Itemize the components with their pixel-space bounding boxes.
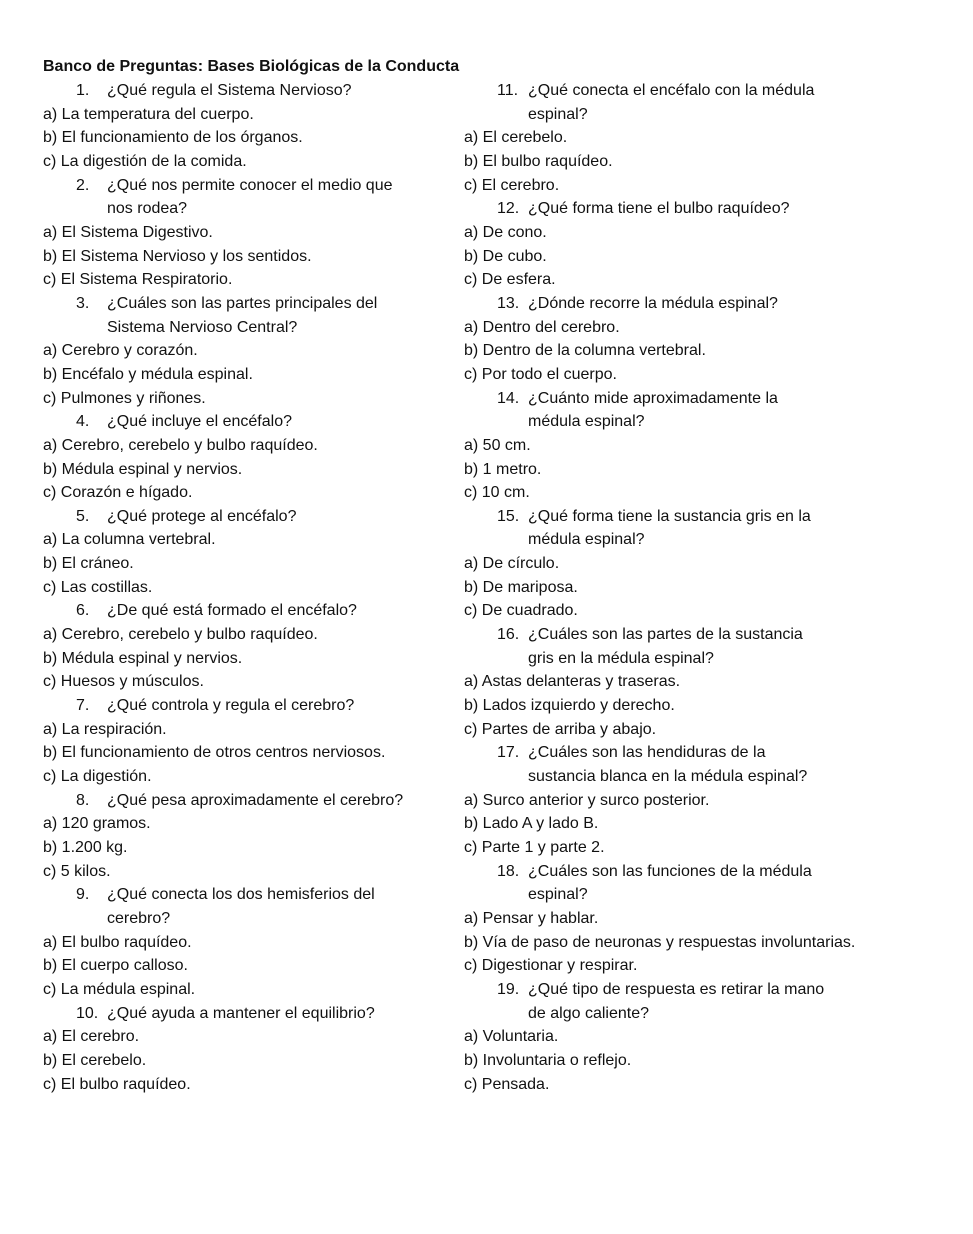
answer-option: c) Partes de arriba y abajo. — [464, 720, 657, 738]
question — [43, 789, 443, 813]
question — [464, 860, 864, 907]
answer-option: b) Lados izquierdo y derecho. — [464, 697, 675, 715]
question — [43, 694, 443, 718]
answer-option: a) Pensar y hablar. — [464, 909, 599, 927]
answer-option: c) Corazón e hígado. — [43, 484, 193, 502]
answer-option: a) Cerebro, cerebelo y bulbo raquídeo. — [43, 626, 318, 644]
question-text: ¿Qué conecta el encéfalo con la médula espinal? — [528, 82, 815, 123]
question-number: 10. — [76, 1004, 99, 1022]
answer-option: a) Cerebro y corazón. — [43, 342, 198, 360]
answer-option: b) 1.200 kg. — [43, 839, 128, 856]
answer-option: b) Involuntaria o reflejo. — [464, 1051, 632, 1069]
answer-option: a) Surco anterior y surco posterior. — [464, 791, 710, 809]
answer-option: a) 50 cm. — [464, 436, 531, 454]
answer-option: b) Dentro de la columna vertebral. — [464, 342, 706, 360]
question-text: ¿Qué nos permite conocer el medio que nos rodea? — [107, 176, 393, 218]
answer-option: a) Cerebro, cerebelo y bulbo raquídeo. — [43, 436, 318, 454]
question — [464, 292, 864, 316]
question-block — [43, 789, 443, 884]
question — [43, 505, 443, 529]
question — [43, 410, 443, 434]
answer-option: c) 10 cm. — [464, 484, 530, 502]
answer-option: a) El cerebro. — [43, 1028, 140, 1046]
question-number: 15. — [497, 507, 520, 525]
question — [464, 978, 864, 1025]
question — [464, 505, 864, 552]
answer-option: a) La respiración. — [43, 720, 167, 738]
answer-option: b) De mariposa. — [464, 578, 578, 596]
question-number: 6. — [76, 602, 90, 620]
question-text: ¿Qué tipo de respuesta es retirar la mano de algo caliente? — [528, 980, 825, 1022]
question-block — [43, 599, 443, 694]
question-number: 3. — [76, 294, 90, 312]
question-block — [43, 694, 443, 789]
answer-option: b) Encéfalo y médula espinal. — [43, 365, 253, 383]
answer-option: a) El Sistema Digestivo. — [43, 223, 213, 241]
question-number: 8. — [76, 791, 90, 809]
answer-option: b) El Sistema Nervioso y los sentidos. — [43, 247, 312, 265]
answer-option: b) El funcionamiento de otros centros nerviosos. — [43, 744, 386, 762]
answer-option: b) De cubo. — [464, 247, 547, 265]
answer-option: a) La columna vertebral. — [43, 531, 216, 549]
answer-option: a) Astas delanteras y traseras. — [464, 673, 681, 691]
question-block — [464, 978, 864, 1096]
question-block — [43, 174, 443, 292]
answer-option: c) Digestionar y respirar. — [464, 957, 638, 975]
answer-option: a) De cono. — [464, 223, 547, 241]
answer-option: a) La temperatura del cuerpo. — [43, 105, 254, 123]
question — [43, 292, 443, 339]
question-text: ¿Qué incluye el encéfalo? — [107, 413, 292, 431]
answer-option: c) Las costillas. — [43, 578, 153, 596]
question-block — [43, 883, 443, 1001]
question-number: 11. — [497, 82, 519, 99]
answer-option: c) El Sistema Respiratorio. — [43, 271, 233, 289]
question-number: 17. — [497, 744, 520, 762]
question-text: ¿Qué forma tiene el bulbo raquídeo? — [528, 200, 790, 218]
question-text: ¿Qué pesa aproximadamente el cerebro? — [107, 791, 404, 809]
answer-option: b) 1 metro. — [464, 460, 542, 478]
answer-option: b) Médula espinal y nervios. — [43, 460, 243, 478]
question-block — [464, 505, 864, 623]
question — [464, 387, 864, 434]
question-block — [464, 860, 864, 978]
answer-option: c) De esfera. — [464, 271, 556, 289]
answer-option: c) 5 kilos. — [43, 862, 111, 880]
question-block — [464, 197, 864, 292]
question-block — [43, 1002, 443, 1097]
question — [464, 197, 864, 221]
answer-option: b) El cráneo. — [43, 555, 134, 573]
question — [464, 79, 864, 126]
question-block — [464, 741, 864, 859]
answer-option: a) Dentro del cerebro. — [464, 318, 620, 336]
answer-option: b) Médula espinal y nervios. — [43, 649, 243, 667]
question — [464, 623, 864, 670]
question-text: ¿Cuáles son las partes de la sustancia gris en la médula espinal? — [528, 626, 803, 667]
question-text: ¿Qué forma tiene la sustancia gris en la médula espinal? — [528, 507, 811, 549]
question-number: 2. — [76, 176, 90, 194]
question-text: ¿Qué ayuda a mantener el equilibrio? — [107, 1004, 375, 1022]
answer-option: b) El cuerpo calloso. — [43, 957, 188, 975]
question-block — [464, 292, 864, 387]
answer-option: b) El funcionamiento de los órganos. — [43, 129, 303, 147]
question — [43, 599, 443, 623]
question-number: 13. — [497, 294, 520, 312]
question-text: ¿Qué controla y regula el cerebro? — [107, 697, 355, 715]
question-number: 1. — [76, 82, 90, 99]
question-number: 4. — [76, 413, 90, 431]
answer-option: c) El bulbo raquídeo. — [43, 1075, 191, 1093]
question-block — [43, 292, 443, 410]
answer-option: c) El cerebro. — [464, 176, 560, 194]
answer-option: c) Pulmones y riñones. — [43, 389, 206, 407]
question-text: ¿Dónde recorre la médula espinal? — [528, 294, 778, 312]
answer-option: b) El cerebelo. — [43, 1051, 147, 1069]
answer-option: c) La médula espinal. — [43, 980, 196, 998]
question-block — [464, 79, 864, 197]
question — [464, 741, 864, 788]
left-column — [43, 79, 443, 1096]
answer-option: c) La digestión de la comida. — [43, 152, 247, 170]
question-text: ¿Qué protege al encéfalo? — [107, 507, 297, 525]
question-number: 7. — [76, 697, 90, 715]
answer-option: b) Lado A y lado B. — [464, 815, 599, 833]
question-number: 12. — [497, 200, 520, 218]
question — [43, 174, 443, 221]
question-text: ¿Qué regula el Sistema Nervioso? — [107, 82, 352, 99]
answer-option: c) Pensada. — [464, 1075, 550, 1093]
question-number: 9. — [76, 886, 90, 904]
question-number: 5. — [76, 507, 90, 525]
answer-option: b) Vía de paso de neuronas y respuestas involuntarias. — [464, 933, 856, 951]
right-column — [464, 79, 864, 1096]
answer-option: a) El bulbo raquídeo. — [43, 933, 192, 951]
question — [43, 1002, 443, 1026]
answer-option: a) Voluntaria. — [464, 1028, 559, 1046]
question-text: ¿Qué conecta los dos hemisferios del cerebro? — [107, 886, 375, 927]
question-text: ¿Cuánto mide aproximadamente la médula espinal? — [528, 389, 778, 431]
answer-option: a) El cerebelo. — [464, 129, 568, 147]
answer-option: c) Parte 1 y parte 2. — [464, 839, 605, 856]
question-text: ¿Cuáles son las funciones de la médula espinal? — [528, 862, 812, 904]
answer-option: c) Huesos y músculos. — [43, 673, 204, 691]
question — [43, 79, 443, 103]
question-text: ¿De qué está formado el encéfalo? — [107, 602, 357, 620]
answer-option: c) La digestión. — [43, 768, 152, 786]
answer-option: a) De círculo. — [464, 555, 560, 573]
question-block — [43, 505, 443, 600]
answer-option: b) El bulbo raquídeo. — [464, 152, 613, 170]
document-title: Banco de Preguntas: Bases Biológicas de la Conducta — [43, 58, 460, 75]
question-block — [464, 623, 864, 741]
answer-option: c) Por todo el cuerpo. — [464, 365, 617, 383]
question-block — [43, 410, 443, 505]
question-number: 14. — [497, 389, 520, 407]
question-text: ¿Cuáles son las partes principales del Sistema Nervioso Central? — [107, 294, 378, 336]
question — [43, 883, 443, 930]
answer-option: a) 120 gramos. — [43, 815, 151, 833]
question-number: 18. — [497, 862, 520, 880]
question-number: 16. — [497, 626, 520, 644]
question-block — [43, 79, 443, 174]
answer-option: c) De cuadrado. — [464, 602, 578, 620]
question-block — [464, 387, 864, 505]
question-text: ¿Cuáles son las hendiduras de la sustancia blanca en la médula espinal? — [528, 744, 808, 786]
question-number: 19. — [497, 980, 520, 998]
